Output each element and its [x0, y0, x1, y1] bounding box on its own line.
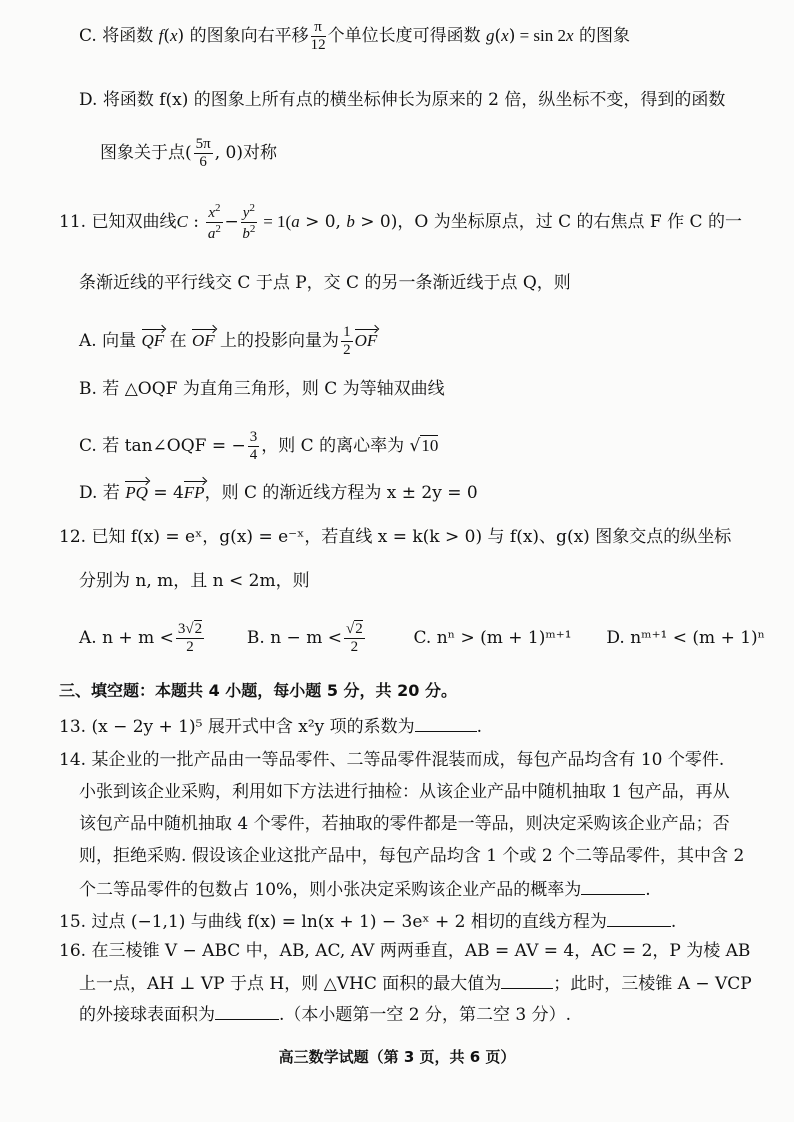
q14-line5-pre: 个二等品零件的包数占 10%，则小张决定采购该企业产品的概率为 — [79, 880, 582, 900]
q10-c-suffix: 个单位长度可得函数 — [327, 26, 486, 46]
q14-line2: 小张到该企业采购，利用如下方法进行抽检：从该企业产品中随机抽取 1 包产品，再从 — [79, 782, 730, 802]
q14-line5-post: . — [645, 880, 651, 900]
q16-line3-post: .（本小题第一空 2 分，第二空 3 分）. — [279, 1005, 572, 1025]
q11-option-d: D. 若 PQ = 4FP，则 C 的渐近线方程为 x ± 2y = 0 — [79, 483, 478, 503]
q11-post: ，O 为坐标原点，过 C 的右焦点 F 作 C 的一 — [397, 212, 742, 232]
q12-d: D. nᵐ⁺¹ < (m + 1)ⁿ — [606, 628, 766, 648]
q11-a-mid2: 上的投影向量为 — [214, 331, 340, 351]
q10-c-mid: 的图象向右平移 — [184, 26, 309, 46]
q16-line2 — [79, 974, 752, 993]
q13-post: . — [476, 717, 483, 737]
q12-line1: 12. 已知 f(x) = eˣ，g(x) = e⁻ˣ，若直线 x = k(k > 0) 与 f(x)、g(x) 图象交点的纵坐标 — [59, 527, 732, 547]
q10-c-prefix: C. 将函数 — [79, 26, 159, 46]
q16-blank-2[interactable] — [215, 1005, 279, 1020]
q14-line1: 14. 某企业的一批产品由一等品零件、二等品零件混装而成，每包产品均含有 10 个零件. — [59, 750, 725, 770]
q16-line3-pre: 的外接球表面积为 — [79, 1005, 215, 1025]
q16-blank-1[interactable] — [501, 974, 553, 989]
q11-option-b: B. 若 △OQF 为直角三角形，则 C 为等轴双曲线 — [79, 379, 445, 399]
q12-b-pre: B. n − m < — [246, 628, 342, 648]
q16-line2-post: ；此时，三棱锥 A − VCP — [553, 974, 752, 994]
q15-pre: 15. 过点 (−1,1) 与曲线 f(x) = ln(x + 1) − 3eˣ + 2 相切的直线方程为 — [59, 912, 607, 932]
q11-c-post: ，则 C 的离心率为 — [261, 436, 405, 456]
q11-option-c: C. 若 tan∠OQF = − $\frac{3}{4}$ ，则 C 的离心率为 √10 — [79, 429, 439, 463]
q12-a-pre: A. n + m < — [79, 628, 174, 648]
q11-d-pre: D. 若 — [79, 483, 126, 503]
q16-line1: 16. 在三棱锥 V − ABC 中，AB, AC, AV 两两垂直，AB = AV = 4，AC = 2，P 为棱 AB — [59, 941, 751, 961]
q11-line1: 11. 已知双曲线C : $\frac{x^2}{a^2}$ − $\frac{y^2}{b^2}$ = 1(a > 0, b > 0)，O 为坐标原点，过 C 的右焦点 F 作 C 的一 — [59, 202, 742, 242]
q10-d-pre: 图象关于点 — [100, 143, 185, 163]
q10-option-d-line1: D. 将函数 f(x) 的图象上所有点的横坐标伸长为原来的 2 倍，纵坐标不变，得到的函数 — [79, 90, 726, 110]
q12-options: A. n + m < $\frac{3√2}{2}$ B. n − m < $\frac{√2}{2}$ C. nⁿ > (m + 1)ᵐ⁺¹ D. nᵐ⁺¹ < (m + 1)ⁿ — [79, 621, 766, 655]
q15 — [59, 912, 676, 931]
q16-line2-pre: 上一点，AH ⊥ VP 于点 H，则 △VHC 面积的最大值为 — [79, 974, 502, 994]
section-3-heading: 三、填空题：本题共 4 小题，每小题 5 分，共 20 分。 — [59, 681, 457, 700]
q15-blank[interactable] — [607, 912, 671, 927]
q12-c: C. nⁿ > (m + 1)ᵐ⁺¹ — [413, 628, 572, 648]
q14-line3: 该包产品中随机抽取 4 个零件，若抽取的零件都是一等品，则决定采购该企业产品；否 — [79, 814, 730, 834]
page-footer: 高三数学试题（第 3 页，共 6 页） — [278, 1048, 516, 1066]
q10-option-c: C. 将函数 f(x) 的图象向右平移 $\frac{\pi}{12}$ 个单位长度可得函数 g(x) = sin 2x 的图象 — [79, 19, 630, 53]
q14-blank[interactable] — [581, 880, 645, 895]
q10-c-end: 的图象 — [573, 26, 630, 46]
q13-pre: 13. (x − 2y + 1)⁵ 展开式中含 x²y 项的系数为 — [59, 717, 415, 737]
q13-blank[interactable] — [415, 717, 477, 732]
q11-c-pre: C. 若 tan∠OQF = − — [79, 436, 246, 456]
q11-line2: 条渐近线的平行线交 C 于点 P，交 C 的另一条渐近线于点 Q，则 — [79, 273, 571, 293]
q14-line4: 则，拒绝采购. 假设该企业这批产品中，每包产品均含 1 个或 2 个二等品零件，其中含 2 — [79, 846, 745, 866]
q13 — [59, 717, 482, 736]
q11-a-mid1: 在 — [164, 331, 192, 351]
q10-option-d-line2: 图象关于点( $\frac{5\pi}{6}$ , 0)对称 — [100, 136, 277, 170]
q16-line3 — [79, 1005, 571, 1024]
q14-line5 — [79, 880, 651, 899]
q12-line2: 分别为 n, m，且 n < 2m，则 — [79, 571, 310, 591]
q10-d-post: 对称 — [242, 143, 277, 163]
q11-a-pre: A. 向量 — [79, 331, 142, 351]
q11-option-a: A. 向量 QF 在 OF 上的投影向量为 $\frac{1}{2}$ OF — [79, 324, 378, 358]
q15-post: . — [670, 912, 677, 932]
q11-pre: 11. 已知双曲线 — [59, 212, 177, 232]
q11-d-post: ，则 C 的渐近线方程为 x ± 2y = 0 — [204, 483, 478, 503]
